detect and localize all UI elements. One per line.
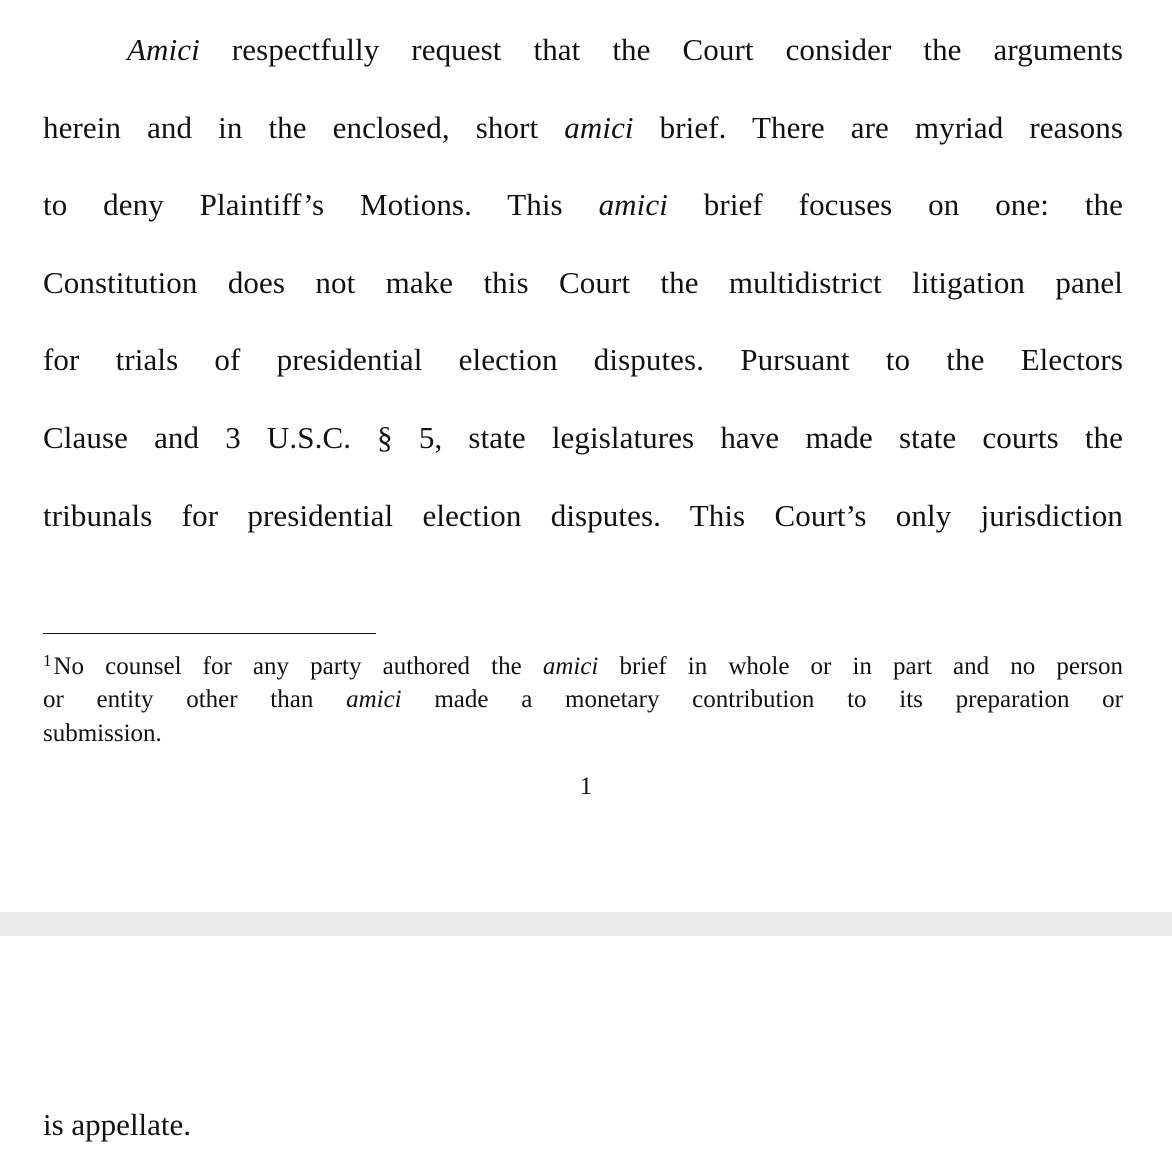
document-page-2 [0, 936, 1172, 1166]
paragraph-line-2 [43, 110, 1123, 146]
line-text: brief. There are myriad reasons [633, 110, 1123, 145]
footnote-text: brief in whole or in part and no person [598, 653, 1123, 680]
footnote-text: No counsel for any party authored the [53, 653, 543, 680]
paragraph-line-4 [43, 265, 1123, 301]
page-number: 1 [579, 773, 593, 800]
footnote-text: submission. [43, 720, 162, 747]
italic-amici: amici [346, 686, 402, 713]
footnote-marker: 1 [43, 651, 52, 670]
paragraph-line-6 [43, 420, 1123, 456]
line-text: brief focuses on one: the [667, 187, 1123, 222]
footnote-separator [43, 633, 376, 634]
italic-amici: amici [542, 653, 599, 680]
italic-amici: amici [598, 187, 668, 222]
italic-amici: amici [564, 110, 634, 145]
line-text: respectfully request that the Court consider the arguments [199, 32, 1123, 67]
line-text: to deny Plaintiff’s Motions. This [43, 187, 599, 222]
line-text: Clause and 3 U.S.C. § 5, state legislatures have made state courts the [43, 420, 1123, 455]
paragraph-line-7 [43, 498, 1123, 534]
paragraph-continuation: is appellate. [43, 1107, 192, 1142]
footnote-line-1 [43, 652, 1123, 681]
footnote-line-3 [43, 719, 1123, 748]
footnote-text: or entity other than [43, 686, 347, 713]
page-break-gap [0, 912, 1172, 936]
paragraph-line-1 [127, 32, 1123, 68]
paragraph-line-3 [43, 187, 1123, 223]
line-text: Constitution does not make this Court the multidistrict litigation panel [43, 265, 1123, 300]
line-text: for trials of presidential election disputes. Pursuant to the Electors [43, 342, 1123, 377]
italic-amici: Amici [127, 32, 200, 67]
footnote-line-2 [43, 685, 1123, 714]
paragraph-line-5 [43, 342, 1123, 378]
footnote-text: made a monetary contribution to its preparation or [401, 686, 1123, 713]
line-text: tribunals for presidential election disputes. This Court’s only jurisdiction [43, 498, 1123, 533]
line-text: herein and in the enclosed, short [43, 110, 565, 145]
